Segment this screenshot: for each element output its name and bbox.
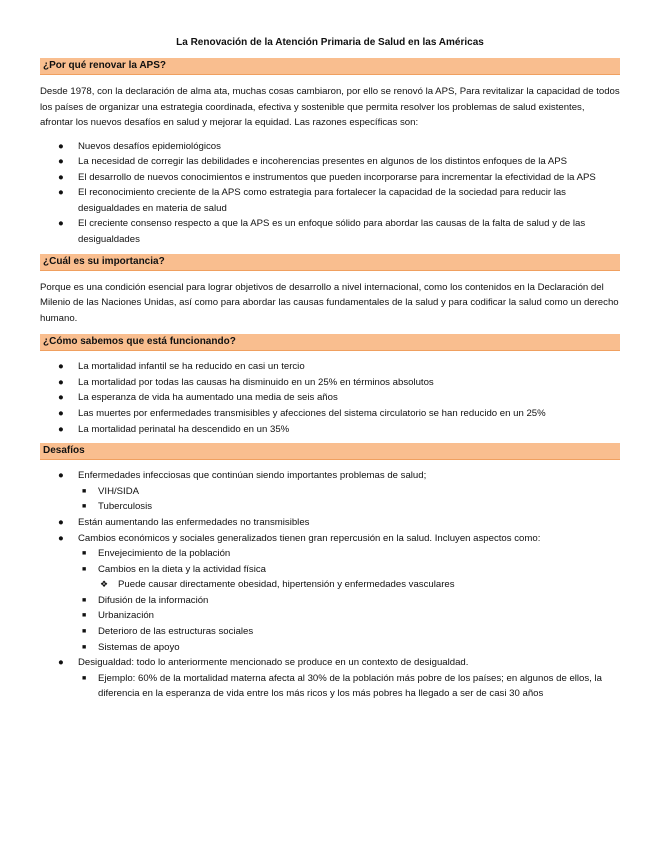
square-bullet-icon: ■ (82, 628, 87, 636)
list-item: ● Enfermedades infecciosas que continúan siendo importantes problemas de salud; ■ VIH/SIDA ■ Tuberculosis (40, 468, 620, 515)
document-page (40, 36, 620, 708)
bullet-icon: ● (58, 407, 64, 419)
bullet-icon: ● (58, 361, 64, 373)
bullet-icon: ● (58, 470, 64, 482)
square-bullet-icon: ■ (82, 503, 87, 511)
list-item: ● La necesidad de corregir las debilidades e incoherencias presentes en algunos de los distintos enfoques de la APS (40, 154, 620, 170)
bullet-icon: ● (58, 532, 64, 544)
diamond-bullet-icon: ❖ (100, 579, 109, 590)
sub-sub-list (98, 577, 620, 593)
square-bullet-icon: ■ (82, 565, 87, 573)
section-paragraph-why-renew: Desde 1978, con la declaración de alma ata, muchas cosas cambiaron, por ello se renovó la APS, Para revitalizar la capacidad de todos los países de organizar una estrategia coordinada, efectiva y sostenible que permita resolver los problemas de salud existentes, afrontar los nuevos desafíos en salud y mejorar la equidad. Las razones específicas son: (40, 86, 620, 128)
list-item: ● Desigualdad: todo lo anteriormente mencionado se produce en un contexto de desigualdad. ■ Ejemplo: 60% de la mortalidad materna afecta al 30% de la población más pobre de los países; en algunos de ellos, la diferencia en la esperanza de vida entre los más ricos y los más pobres ha llegado a ser de casi 30 años (40, 655, 620, 702)
results-list (40, 359, 620, 437)
reasons-list (40, 139, 620, 248)
square-bullet-icon: ■ (82, 487, 87, 495)
section-header-why-renew: ¿Por qué renovar la APS? (40, 58, 620, 75)
section-header-how-working: ¿Cómo sabemos que está funcionando? (40, 334, 620, 351)
sub-list-item: ■ VIH/SIDA (78, 484, 620, 500)
list-item: ● El creciente consenso respecto a que la APS es un enfoque sólido para abordar las causas de la falta de salud y de las desigualdades (58, 218, 586, 246)
sub-list-item: ■ Sistemas de apoyo (78, 640, 620, 656)
bullet-icon: ● (58, 516, 64, 528)
sub-list (78, 671, 620, 702)
section-paragraph-importance: Porque es una condición esencial para lograr objetivos de desarrollo a nivel internacional, como los contenidos en la Declaración del Milenio de las Naciones Unidas, así como para abordar las causas fundamentales de la salud y para codificar la salud como un derecho humano. (40, 281, 619, 324)
bullet-icon: ● (58, 657, 64, 669)
bullet-icon: ● (58, 156, 64, 168)
list-item: ● La esperanza de vida ha aumentado una media de seis años (40, 390, 620, 406)
list-item: ● Nuevos desafíos epidemiológicos (40, 139, 620, 155)
list-item: ● El desarrollo de nuevos conocimientos e instrumentos que pueden incorporarse para incrementar la efectividad de la APS (40, 170, 620, 186)
list-item: ● La mortalidad perinatal ha descendido en un 35% (40, 422, 620, 438)
bullet-icon: ● (58, 423, 64, 435)
list-item: ● La mortalidad por todas las causas ha disminuido en un 25% en términos absolutos (40, 375, 620, 391)
list-item: ● Las muertes por enfermedades transmisibles y afecciones del sistema circulatorio se han reducido en un 25% (40, 406, 620, 422)
bullet-icon: ● (58, 392, 64, 404)
sub-list-item: ■ Deterioro de las estructuras sociales (78, 624, 620, 640)
square-bullet-icon: ■ (82, 612, 87, 620)
bullet-icon: ● (58, 171, 64, 183)
list-item: ● El reconocimiento creciente de la APS como estrategia para fortalecer la capacidad de la sociedad para reducir las desigualdades en materia de salud (58, 187, 566, 214)
list-item: ● La mortalidad infantil se ha reducido en casi un tercio (40, 359, 620, 375)
square-bullet-icon: ■ (82, 596, 87, 604)
bullet-icon: ● (58, 140, 64, 152)
sub-list-item: ■ Ejemplo: 60% de la mortalidad materna afecta al 30% de la población más pobre de los países; en algunos de ellos, la diferencia en la esperanza de vida entre los más ricos y los más pobres ha llegado a ser de casi 30 años (82, 672, 602, 700)
square-bullet-icon: ■ (82, 643, 87, 651)
sub-list-item: ■ Cambios en la dieta y la actividad física ❖ Puede causar directamente obesidad, hipertensión y enfermedades vasculares (78, 562, 620, 593)
sub-list (78, 484, 620, 515)
document-title: La Renovación de la Atención Primaria de Salud en las Américas (176, 37, 484, 48)
challenges-list (40, 468, 620, 702)
sub-list-item: ■ Tuberculosis (78, 499, 620, 515)
bullet-icon: ● (58, 376, 64, 388)
sub-list-item: ■ Difusión de la información (78, 593, 620, 609)
sub-list (78, 546, 620, 655)
bullet-icon: ● (58, 187, 64, 199)
sub-list-item: ■ Urbanización (78, 608, 620, 624)
sub-sub-list-item: ❖ Puede causar directamente obesidad, hipertensión y enfermedades vasculares (98, 577, 620, 593)
square-bullet-icon: ■ (82, 550, 87, 558)
list-item: ● Están aumentando las enfermedades no transmisibles (40, 515, 620, 531)
section-header-challenges: Desafíos (40, 443, 620, 460)
section-header-importance: ¿Cuál es su importancia? (40, 254, 620, 271)
sub-list-item: ■ Envejecimiento de la población (78, 546, 620, 562)
bullet-icon: ● (58, 218, 64, 230)
list-item: ● Cambios económicos y sociales generalizados tienen gran repercusión en la salud. Incluyen aspectos como: ■ Envejecimiento de la población ■ Cambios en la dieta y la actividad física ❖ Puede causar directamente obesidad, hipertensión y enfermedades vasculares ■ Difusión de la información ■ Urbanización ■ Deterioro de las estructuras sociales ■ Sistemas de apoyo (40, 531, 620, 656)
square-bullet-icon: ■ (82, 674, 87, 682)
